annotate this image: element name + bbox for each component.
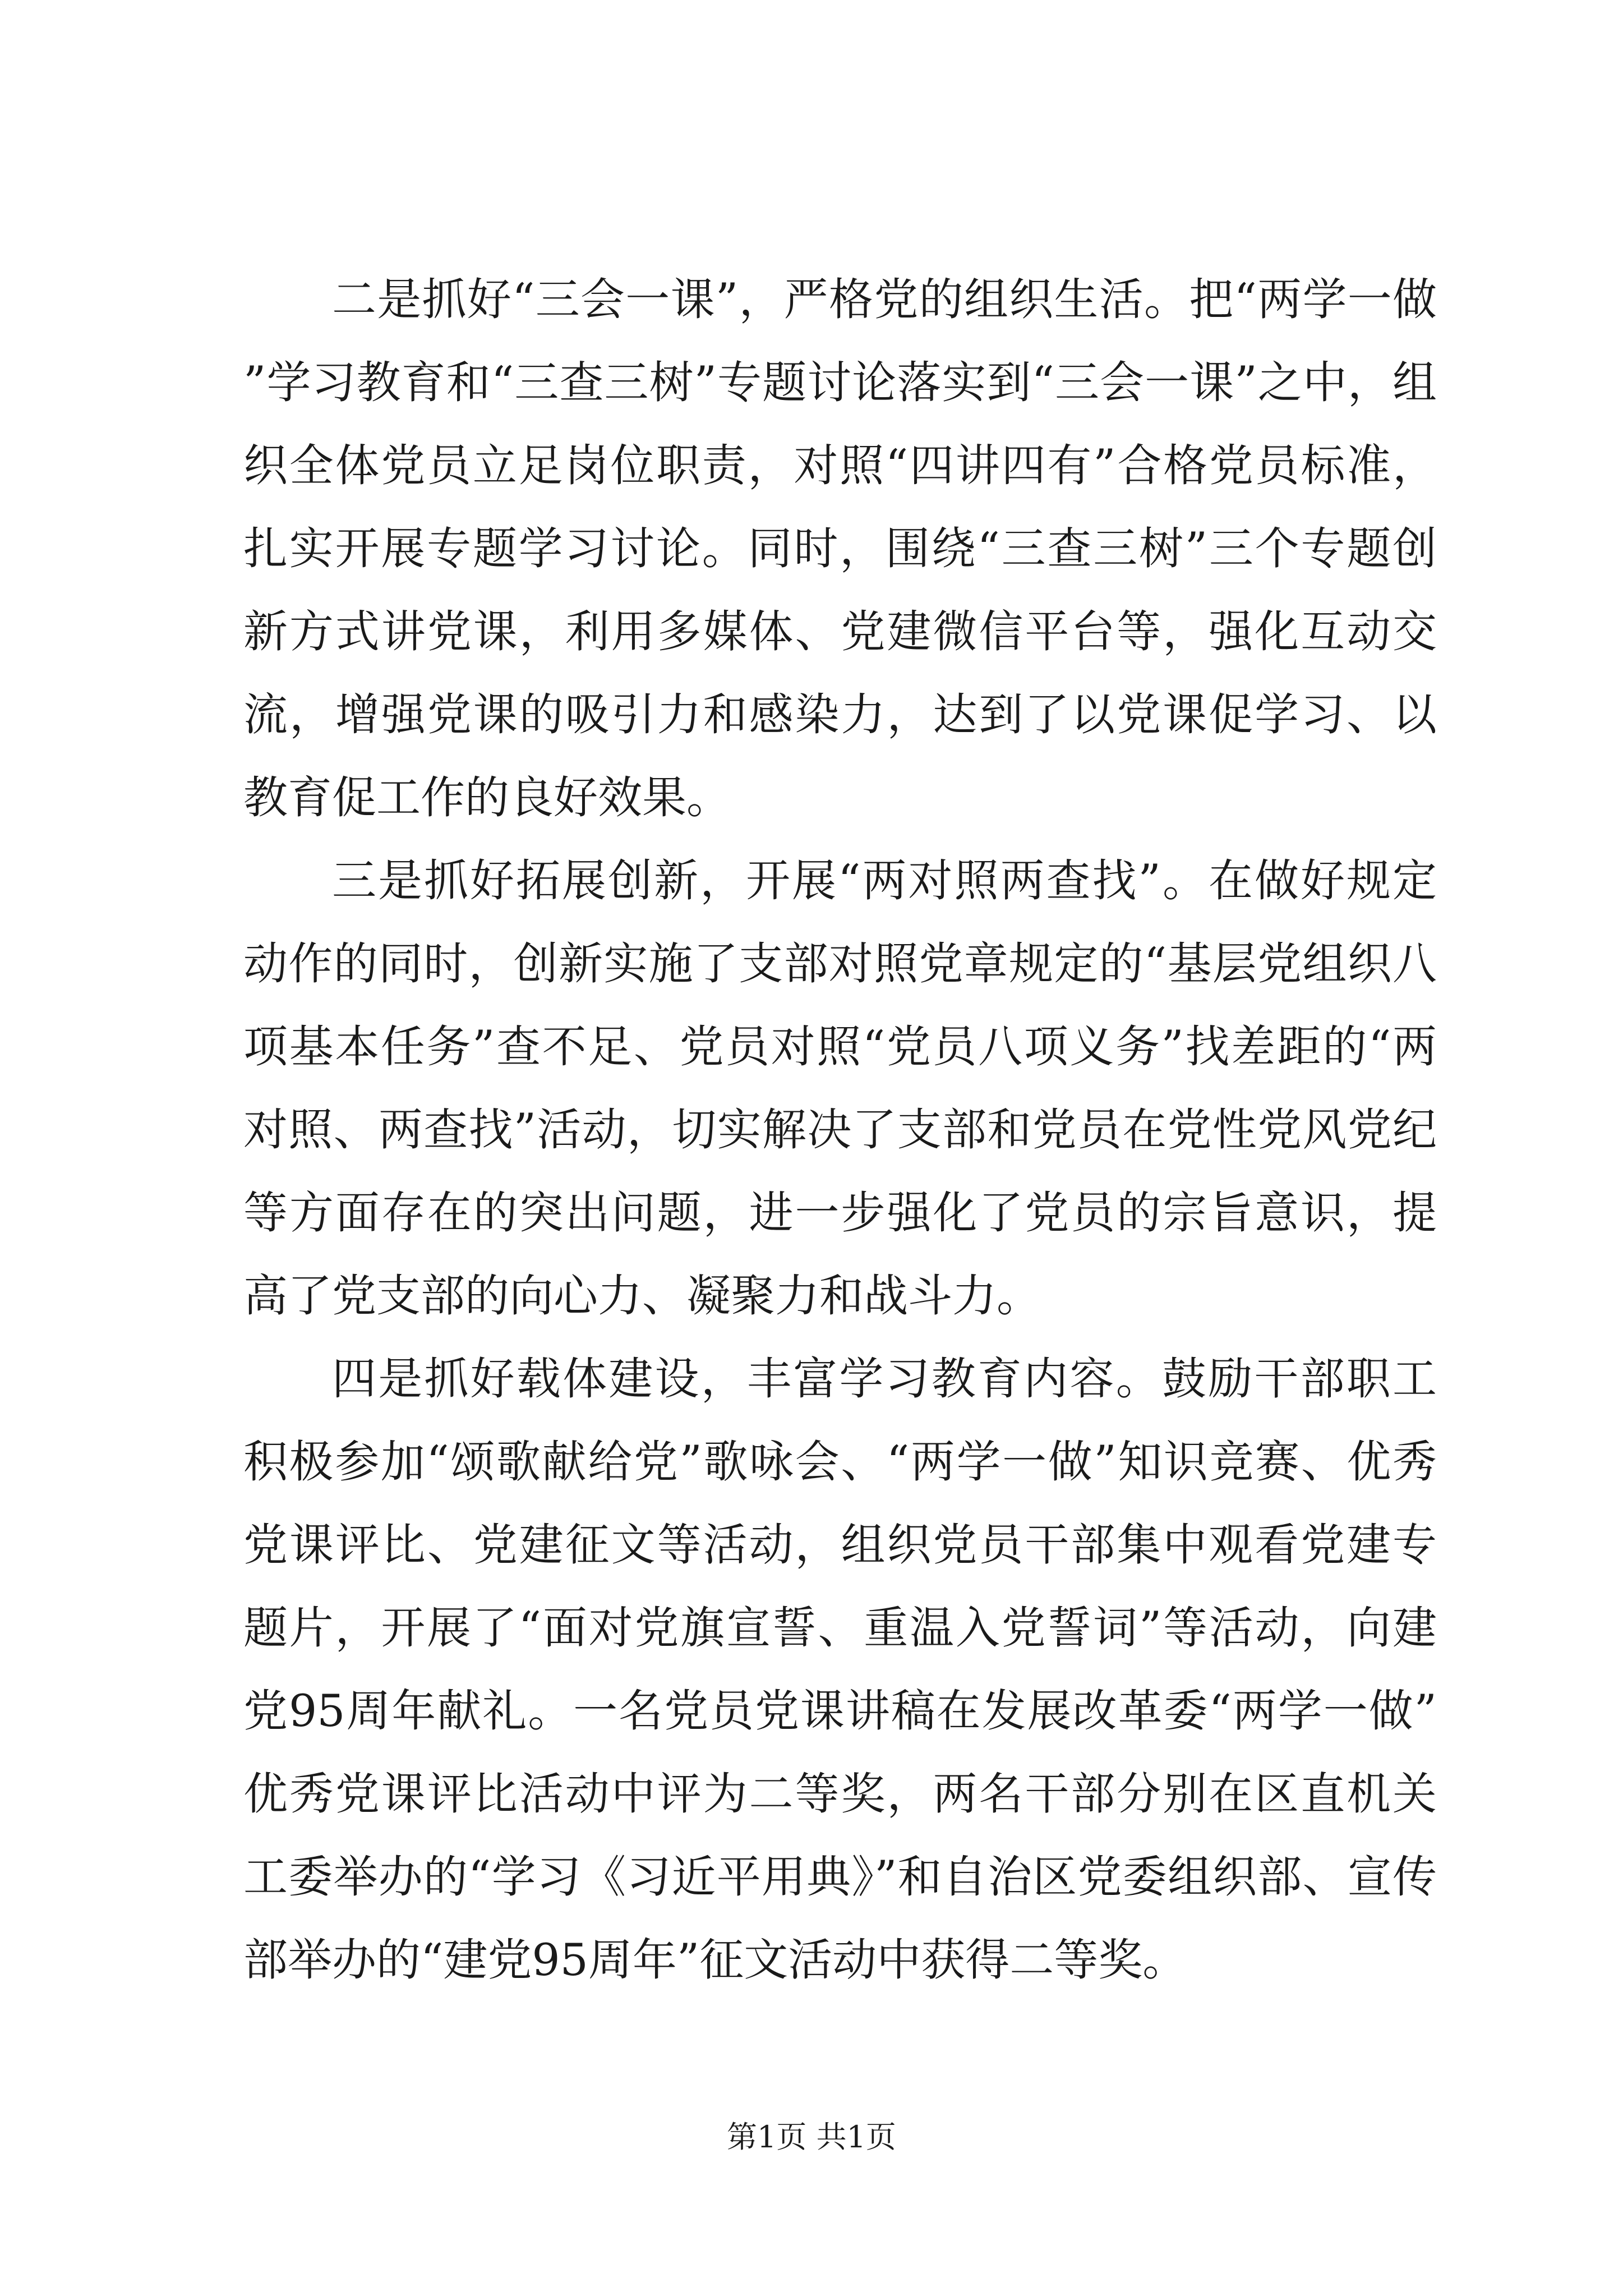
paragraph-4: 四是抓好载体建设，丰富学习教育内容。鼓励干部职工积极参加“颂歌献给党”歌咏会、“两学一做”知识竞赛、优秀党课评比、党建征文等活动，组织党员干部集中观看党建专题片，开展了“面对党旗宣誓、重温入党誓词”等活动，向建党95周年献礼。一名党员党课讲稿在发展改革委“两学一做”优秀党课评比活动中评为二等奖，两名干部分别在区直机关工委举办的“学习《习近平用典》”和自治区党委组织部、宣传部举办的“建党95周年”征文活动中获得二等奖。 [243, 1353, 1437, 1986]
document-body [243, 258, 1437, 2001]
paragraph-2: 二是抓好“三会一课”，严格党的组织生活。把“两学一做”学习教育和“三查三树”专题讨论落实到“三会一课”之中，组织全体党员立足岗位职责，对照“四讲四有”合格党员标准，扎实开展专题学习讨论。同时，围绕“三查三树”三个专题创新方式讲党课，利用多媒体、党建微信平台等，强化互动交流，增强党课的吸引力和感染力，达到了以党课促学习、以教育促工作的良好效果。 [243, 274, 1437, 823]
page-footer [0, 2118, 1623, 2157]
paragraph-3: 三是抓好拓展创新，开展“两对照两查找”。在做好规定动作的同时，创新实施了支部对照党章规定的“基层党组织八项基本任务”查不足、党员对照“党员八项义务”找差距的“两对照、两查找”活动，切实解决了支部和党员在党性党风党纪等方面存在的突出问题，进一步强化了党员的宗旨意识，提高了党支部的向心力、凝聚力和战斗力。 [243, 855, 1437, 1322]
page-number: 第1页 共1页 [727, 2119, 896, 2155]
